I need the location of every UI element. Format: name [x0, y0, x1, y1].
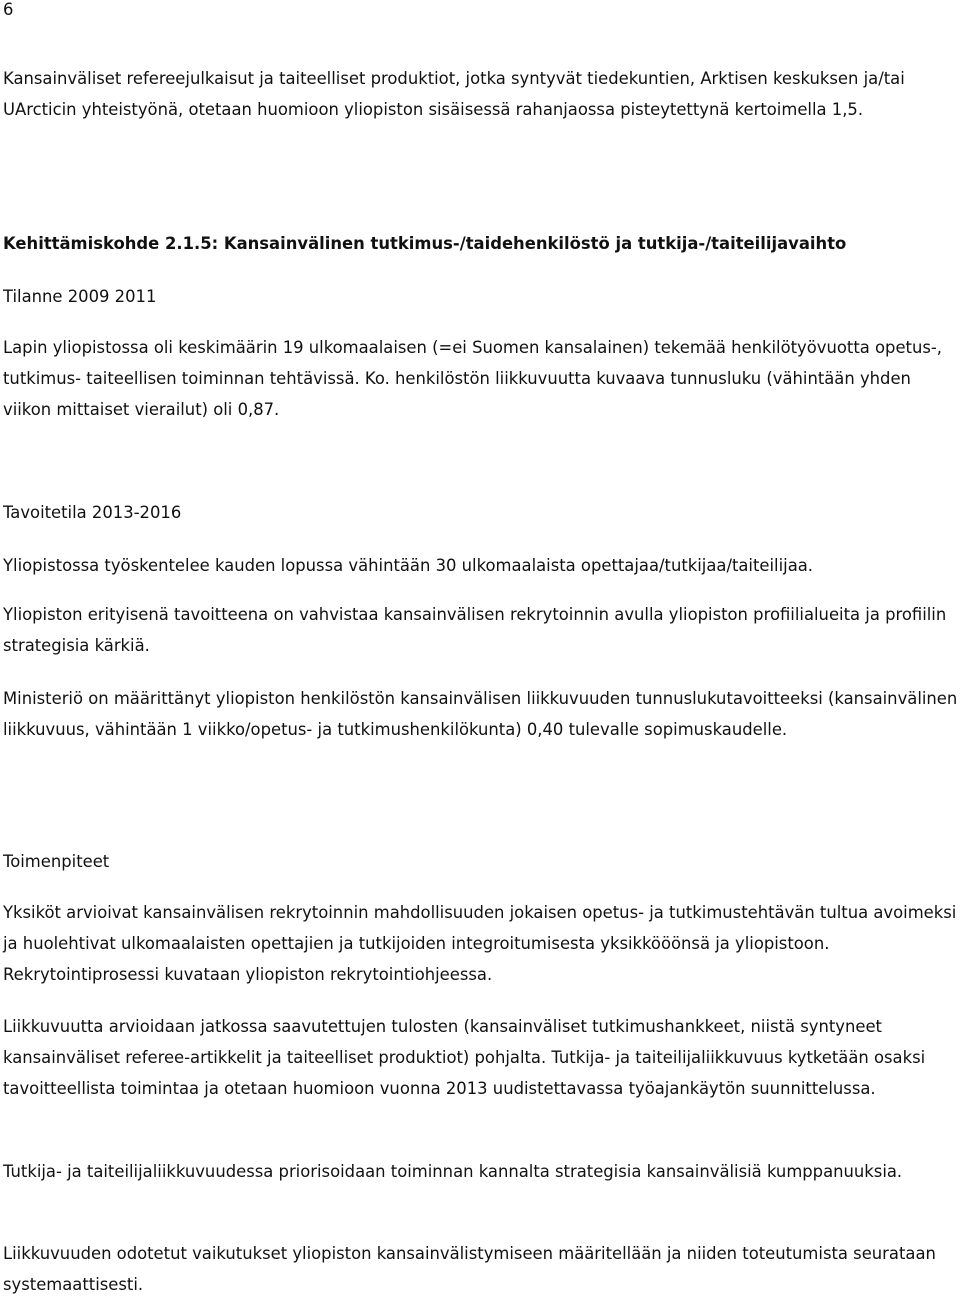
target-status-paragraph-3: Ministeriö on määrittänyt yliopiston henkilöstön kansainvälisen liikkuvuuden tunnuslukutavoitteeksi (kansainvälinen liikkuvuus, vähintään 1 viikko/opetus- ja tutkimushenkilökunta) 0,40 tulevalle sopimuskaudelle.	[3, 689, 958, 739]
actions-heading: Toimenpiteet	[3, 852, 110, 871]
actions-paragraph-2: Liikkuvuutta arvioidaan jatkossa saavutettujen tulosten (kansainväliset tutkimushankkeet, niistä syntyneet kansainväliset referee-artikkelit ja taiteelliset produktiot) pohjalta. Tutkija- ja taiteilijaliikkuvuus kytketään osaksi tavoitteellista toimintaa ja otetaan huomioon vuonna 2013 uudistettavassa työajankäytön suunnittelussa.	[3, 1017, 926, 1098]
current-status-text: Lapin yliopistossa oli keskimäärin 19 ulkomaalaisen (=ei Suomen kansalainen) tekemää henkilötyövuotta opetus-, tutkimus- taiteellisen toiminnan tehtävissä. Ko. henkilöstön liikkuvuutta kuvaava tunnusluku (vähintään yhden viikon mittaiset vierailut) oli 0,87.	[3, 338, 943, 419]
intro-paragraph: Kansainväliset refereejulkaisut ja taiteelliset produktiot, jotka syntyvät tiedekuntien, Arktisen keskuksen ja/tai UArcticin yhteistyönä, otetaan huomioon yliopiston sisäisessä rahanjaossa pisteytettynä kertoimella 1,5.	[3, 69, 905, 119]
actions-paragraph-3: Tutkija- ja taiteilijaliikkuvuudessa priorisoidaan toiminnan kannalta strategisia kansainvälisiä kumppanuuksia.	[3, 1162, 903, 1181]
development-item-title: Kehittämiskohde 2.1.5: Kansainvälinen tutkimus-/taidehenkilöstö ja tutkija-/taiteilijavaihto	[3, 234, 847, 253]
target-status-paragraph-1: Yliopistossa työskentelee kauden lopussa vähintään 30 ulkomaalaista opettajaa/tutkijaa/taiteilijaa.	[3, 556, 814, 575]
target-status-paragraph-2: Yliopiston erityisenä tavoitteena on vahvistaa kansainvälisen rekrytoinnin avulla yliopiston profiilialueita ja profiilin strategisia kärkiä.	[3, 605, 947, 655]
actions-paragraph-4: Liikkuvuuden odotetut vaikutukset yliopiston kansainvälistymiseen määritellään ja niiden toteutumista seurataan systemaattisesti.	[3, 1244, 936, 1294]
target-status-heading: Tavoitetila 2013-2016	[3, 503, 182, 522]
current-status-heading: Tilanne 2009 2011	[3, 287, 157, 306]
page-number: 6	[3, 0, 14, 19]
actions-paragraph-1: Yksiköt arvioivat kansainvälisen rekrytoinnin mahdollisuuden jokaisen opetus- ja tutkimustehtävän tultua avoimeksi ja huolehtivat ulkomaalaisten opettajien ja tutkijoiden integroitumisesta yksikkööönsä ja yliopistoon. Rekrytointiprosessi kuvataan yliopiston rekrytointiohjeessa.	[3, 903, 957, 984]
